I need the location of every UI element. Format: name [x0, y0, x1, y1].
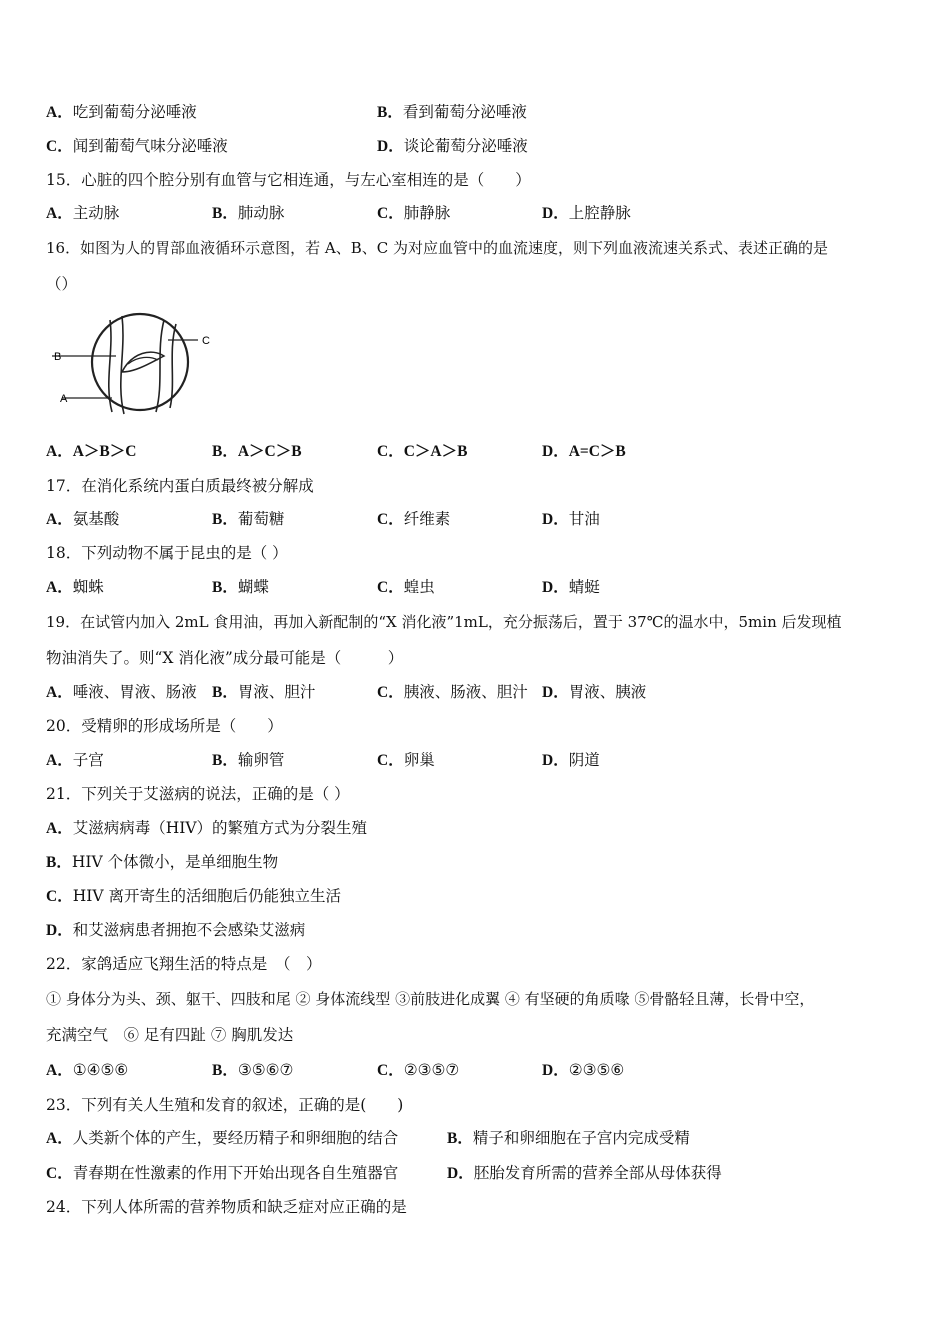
q18-option-a: A．蜘蛛 [46, 578, 104, 596]
label-c: C [202, 335, 210, 347]
q14-option-c: C．闻到葡萄气味分泌唾液 [46, 137, 228, 155]
q21-option-c: C．HIV 离开寄生的活细胞后仍能独立生活 [46, 887, 341, 905]
q23-option-a: A．人类新个体的产生，要经历精子和卵细胞的结合 [46, 1129, 399, 1147]
q18-option-c: C．蝗虫 [377, 578, 435, 596]
vessel-wall [121, 316, 124, 414]
q17-option-c: C．纤维素 [377, 510, 451, 528]
q16-option-a: A．A＞B＞C [46, 443, 137, 460]
q20-stem: 20．受精卵的形成场所是（ ） [46, 717, 283, 735]
q20-option-c: C．卵巢 [377, 751, 435, 769]
q18-option-b: B．蝴蝶 [212, 578, 269, 596]
q22-option-a: A．①④⑤⑥ [46, 1061, 129, 1079]
q15-option-d: D．上腔静脉 [542, 204, 631, 222]
q23-stem: 23．下列有关人生殖和发育的叙述，正确的是( ) [46, 1096, 404, 1114]
q17-option-a: A．氨基酸 [46, 510, 120, 528]
q22-option-d: D．②③⑤⑥ [542, 1061, 625, 1079]
q22-items-line-1: ① 身体分为头、颈、躯干、四肢和尾 ② 身体流线型 ③前肢进化成翼 ④ 有坚硬的角质喙 ⑤骨骼轻且薄，长骨中空， [46, 990, 815, 1008]
q16-option-b: B．A＞C＞B [212, 443, 302, 460]
q20-option-a: A．子宫 [46, 751, 104, 769]
q24-stem: 24．下列人体所需的营养物质和缺乏症对应正确的是 [46, 1198, 407, 1216]
q14-option-a: A．吃到葡萄分泌唾液 [46, 103, 197, 121]
q23-option-c: C．青春期在性激素的作用下开始出现各自生殖器官 [46, 1164, 399, 1182]
q18-option-d: D．蜻蜓 [542, 578, 600, 596]
q16-option-c: C．C＞A＞B [377, 443, 468, 460]
q17-option-b: B．葡萄糖 [212, 510, 285, 528]
q17-stem: 17．在消化系统内蛋白质最终被分解成 [46, 477, 314, 495]
q19-option-c: C．胰液、肠液、胆汁 [377, 683, 528, 701]
q20-option-b: B．输卵管 [212, 751, 285, 769]
q16-option-d: D．A=C＞B [542, 443, 626, 460]
q21-option-a: A．艾滋病病毒（HIV）的繁殖方式为分裂生殖 [46, 819, 368, 837]
q16-stem-line-2: （） [46, 275, 78, 293]
q18-stem: 18．下列动物不属于昆虫的是（ ） [46, 544, 288, 562]
vessel-wall [156, 320, 164, 412]
q16-stem-line-1: 16．如图为人的胃部血液循环示意图，若 A、B、C 为对应血管中的血流速度，则下列血液流速关系式、表述正确的是 [46, 239, 828, 257]
q22-stem: 22．家鸽适应飞翔生活的特点是 （ ） [46, 955, 322, 973]
label-b: B [54, 351, 62, 363]
q21-option-d: D．和艾滋病患者拥抱不会感染艾滋病 [46, 921, 306, 939]
q17-option-d: D．甘油 [542, 510, 600, 528]
q15-option-c: C．肺静脉 [377, 204, 451, 222]
q20-option-d: D．阴道 [542, 751, 600, 769]
q19-stem-line-1: 19．在试管内加入 2mL 食用油，再加入新配制的“X 消化液”1mL，充分振荡后，置于 37℃的温水中，5min 后发现植 [46, 613, 842, 631]
q22-option-b: B．③⑤⑥⑦ [212, 1061, 294, 1079]
q19-option-a: A．唾液、胃液、肠液 [46, 683, 197, 701]
q19-option-d: D．胃液、胰液 [542, 683, 647, 701]
q14-option-b: B．看到葡萄分泌唾液 [377, 103, 527, 121]
q22-option-c: C．②③⑤⑦ [377, 1061, 460, 1079]
q21-option-b: B．HIV 个体微小，是单细胞生物 [46, 853, 279, 871]
label-a: A [60, 393, 68, 405]
q23-option-d: D．胚胎发育所需的营养全部从母体获得 [447, 1164, 722, 1182]
q15-option-b: B．肺动脉 [212, 204, 285, 222]
q21-stem: 21．下列关于艾滋病的说法，正确的是（ ） [46, 785, 350, 803]
q15-stem: 15．心脏的四个腔分别有血管与它相连通，与左心室相连的是（ ） [46, 171, 531, 189]
q19-option-b: B．胃液、胆汁 [212, 683, 316, 701]
q14-option-d: D．谈论葡萄分泌唾液 [377, 137, 528, 155]
q19-stem-line-2: 物油消失了。则“X 消化液”成分最可能是（ ） [46, 649, 404, 667]
stomach-blood-circulation-diagram [52, 312, 222, 422]
q23-option-b: B．精子和卵细胞在子宫内完成受精 [447, 1129, 690, 1147]
magnified-view-circle [92, 314, 188, 410]
q15-option-a: A．主动脉 [46, 204, 120, 222]
q22-items-line-2: 充满空气 ⑥ 足有四趾 ⑦ 胸肌发达 [46, 1026, 294, 1044]
capillary-network [122, 352, 164, 372]
